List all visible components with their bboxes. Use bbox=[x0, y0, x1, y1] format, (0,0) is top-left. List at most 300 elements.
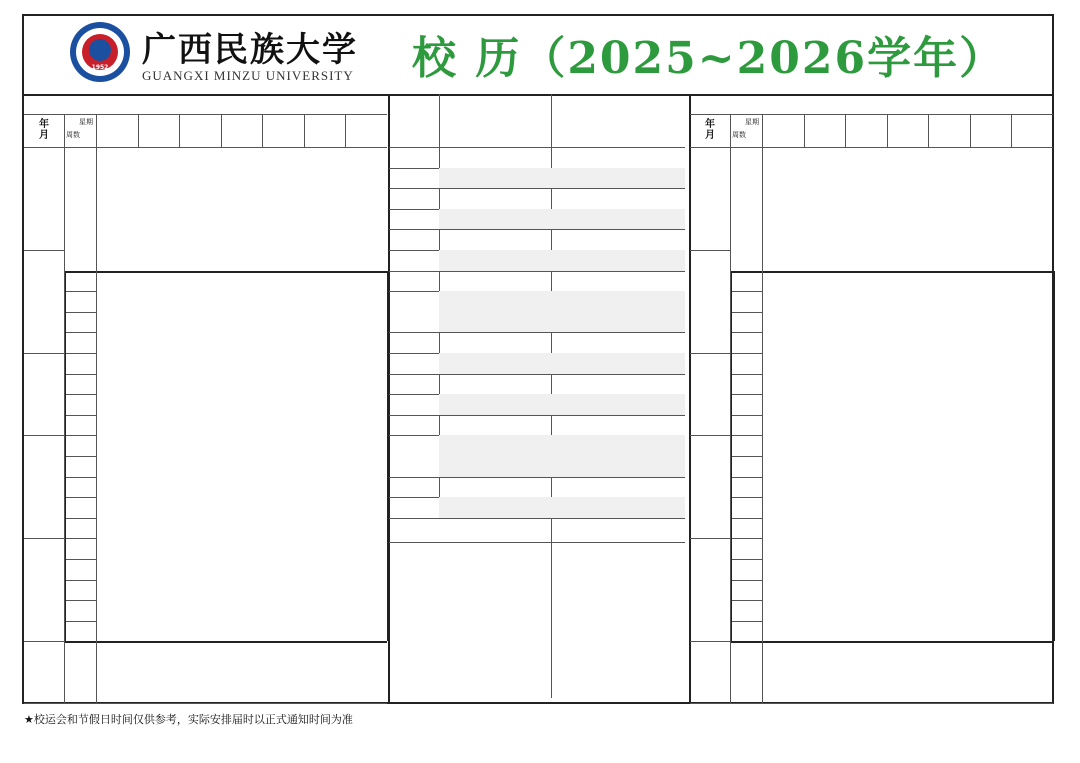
day-cell bbox=[1011, 497, 1053, 518]
day-cell bbox=[96, 312, 138, 333]
day-cell bbox=[845, 374, 887, 395]
day-cell bbox=[970, 559, 1012, 580]
schedule-row-shade bbox=[439, 291, 685, 332]
day-cell bbox=[928, 271, 970, 292]
day-cell bbox=[262, 662, 304, 683]
grid-line bbox=[690, 250, 730, 251]
day-cell bbox=[1011, 188, 1053, 209]
day-cell bbox=[138, 209, 180, 230]
day-cell bbox=[221, 497, 263, 518]
day-cell bbox=[845, 683, 887, 704]
day-cell bbox=[887, 538, 929, 559]
day-cell bbox=[345, 477, 387, 498]
day-cell bbox=[221, 188, 263, 209]
day-cell bbox=[304, 435, 346, 456]
day-cell bbox=[804, 229, 846, 250]
grid-line bbox=[730, 114, 731, 147]
grid-line bbox=[64, 291, 96, 292]
weekday-header bbox=[221, 118, 263, 120]
day-cell bbox=[845, 580, 887, 601]
day-cell bbox=[1011, 168, 1053, 189]
grid-line bbox=[64, 435, 96, 436]
day-cell bbox=[970, 291, 1012, 312]
day-cell bbox=[96, 374, 138, 395]
day-cell bbox=[179, 497, 221, 518]
day-cell bbox=[887, 477, 929, 498]
day-cell bbox=[928, 209, 970, 230]
day-cell bbox=[221, 580, 263, 601]
day-cell bbox=[179, 621, 221, 642]
day-cell bbox=[970, 353, 1012, 374]
day-cell bbox=[304, 559, 346, 580]
day-cell bbox=[970, 271, 1012, 292]
day-cell bbox=[845, 394, 887, 415]
day-cell bbox=[928, 353, 970, 374]
day-cell bbox=[262, 538, 304, 559]
day-cell bbox=[762, 271, 804, 292]
day-cell bbox=[179, 188, 221, 209]
day-cell bbox=[179, 415, 221, 436]
day-cell bbox=[179, 374, 221, 395]
day-cell bbox=[887, 683, 929, 704]
day-cell bbox=[221, 168, 263, 189]
grid-line bbox=[804, 114, 805, 147]
weekday-header bbox=[804, 118, 846, 120]
grid-line bbox=[64, 580, 96, 581]
day-cell bbox=[345, 209, 387, 230]
grid-line bbox=[24, 641, 64, 642]
day-cell bbox=[928, 662, 970, 683]
day-cell bbox=[96, 518, 138, 539]
day-cell bbox=[845, 497, 887, 518]
day-cell bbox=[221, 332, 263, 353]
day-cell bbox=[804, 188, 846, 209]
day-cell bbox=[887, 291, 929, 312]
day-cell bbox=[96, 456, 138, 477]
day-cell bbox=[970, 435, 1012, 456]
day-cell bbox=[96, 250, 138, 271]
grid-line bbox=[304, 114, 305, 147]
grid-line bbox=[730, 415, 762, 416]
grid-line bbox=[64, 114, 65, 147]
grid-line bbox=[730, 271, 1053, 273]
grid-line bbox=[64, 518, 96, 519]
day-cell bbox=[304, 621, 346, 642]
grid-line bbox=[730, 518, 762, 519]
grid-line bbox=[24, 353, 64, 354]
day-cell bbox=[845, 168, 887, 189]
day-cell bbox=[345, 168, 387, 189]
grid-line bbox=[389, 271, 685, 272]
day-cell bbox=[887, 209, 929, 230]
day-cell bbox=[928, 394, 970, 415]
day-cell bbox=[138, 580, 180, 601]
day-cell bbox=[96, 229, 138, 250]
day-cell bbox=[138, 641, 180, 662]
grid-line bbox=[64, 456, 96, 457]
day-cell bbox=[262, 168, 304, 189]
day-cell bbox=[970, 312, 1012, 333]
day-cell bbox=[304, 353, 346, 374]
day-cell bbox=[928, 374, 970, 395]
day-cell bbox=[804, 538, 846, 559]
grid-line bbox=[730, 374, 762, 375]
day-cell bbox=[804, 600, 846, 621]
day-cell bbox=[804, 662, 846, 683]
day-cell bbox=[262, 456, 304, 477]
day-cell bbox=[970, 456, 1012, 477]
grid-line bbox=[730, 332, 762, 333]
day-cell bbox=[138, 291, 180, 312]
day-cell bbox=[928, 477, 970, 498]
day-cell bbox=[221, 291, 263, 312]
day-cell bbox=[345, 518, 387, 539]
day-cell bbox=[179, 332, 221, 353]
year-month-header: 年 月 bbox=[705, 119, 715, 141]
day-cell bbox=[970, 209, 1012, 230]
weekday-header bbox=[304, 118, 346, 120]
day-cell bbox=[762, 538, 804, 559]
day-cell bbox=[96, 209, 138, 230]
day-cell bbox=[345, 435, 387, 456]
day-cell bbox=[345, 394, 387, 415]
day-cell bbox=[179, 518, 221, 539]
day-cell bbox=[762, 456, 804, 477]
grid-line bbox=[389, 518, 685, 519]
weekday-header bbox=[1011, 118, 1053, 120]
grid-line bbox=[64, 415, 96, 416]
day-cell bbox=[345, 312, 387, 333]
day-cell bbox=[304, 683, 346, 704]
day-cell bbox=[1011, 477, 1053, 498]
year-month-header: 年 月 bbox=[39, 119, 49, 141]
day-cell bbox=[928, 229, 970, 250]
day-cell bbox=[970, 580, 1012, 601]
day-cell bbox=[262, 477, 304, 498]
day-cell bbox=[345, 497, 387, 518]
grid-line bbox=[887, 114, 888, 147]
day-cell bbox=[304, 250, 346, 271]
day-cell bbox=[762, 435, 804, 456]
day-cell bbox=[304, 168, 346, 189]
grid-line bbox=[730, 353, 762, 354]
day-cell bbox=[762, 683, 804, 704]
grid-line bbox=[24, 538, 64, 539]
day-cell bbox=[762, 662, 804, 683]
day-cell bbox=[138, 415, 180, 436]
day-cell bbox=[345, 641, 387, 662]
day-cell bbox=[221, 374, 263, 395]
day-cell bbox=[887, 312, 929, 333]
day-cell bbox=[345, 229, 387, 250]
day-cell bbox=[845, 353, 887, 374]
day-cell bbox=[1011, 580, 1053, 601]
day-cell bbox=[345, 600, 387, 621]
corner-week-label: 周数 bbox=[732, 131, 746, 139]
grid-line bbox=[1053, 271, 1055, 642]
day-cell bbox=[845, 332, 887, 353]
day-cell bbox=[138, 538, 180, 559]
day-cell bbox=[138, 312, 180, 333]
day-cell bbox=[762, 497, 804, 518]
day-cell bbox=[845, 456, 887, 477]
grid-line bbox=[138, 114, 139, 147]
grid-line bbox=[690, 353, 730, 354]
day-cell bbox=[762, 600, 804, 621]
day-cell bbox=[970, 621, 1012, 642]
grid-line bbox=[389, 188, 685, 189]
day-cell bbox=[221, 353, 263, 374]
day-cell bbox=[96, 621, 138, 642]
day-cell bbox=[262, 188, 304, 209]
grid-line bbox=[389, 415, 685, 416]
day-cell bbox=[887, 456, 929, 477]
grid-line bbox=[730, 600, 762, 601]
grid-line bbox=[690, 147, 730, 148]
day-cell bbox=[1011, 271, 1053, 292]
day-cell bbox=[1011, 374, 1053, 395]
day-cell bbox=[345, 662, 387, 683]
day-cell bbox=[845, 600, 887, 621]
grid-line bbox=[389, 374, 685, 375]
day-cell bbox=[221, 415, 263, 436]
weekday-header bbox=[138, 118, 180, 120]
day-cell bbox=[804, 641, 846, 662]
grid-line bbox=[389, 147, 685, 148]
grid-line bbox=[845, 114, 846, 147]
day-cell bbox=[804, 435, 846, 456]
university-name-en: GUANGXI MINZU UNIVERSITY bbox=[142, 68, 354, 83]
day-cell bbox=[887, 271, 929, 292]
day-cell bbox=[179, 353, 221, 374]
grid-line bbox=[690, 703, 1053, 704]
grid-line bbox=[690, 147, 1053, 148]
day-cell bbox=[887, 641, 929, 662]
day-cell bbox=[970, 332, 1012, 353]
day-cell bbox=[304, 147, 346, 168]
day-cell bbox=[262, 147, 304, 168]
day-cell bbox=[96, 477, 138, 498]
day-cell bbox=[262, 332, 304, 353]
grid-line bbox=[730, 394, 762, 395]
day-cell bbox=[970, 168, 1012, 189]
day-cell bbox=[179, 456, 221, 477]
day-cell bbox=[887, 662, 929, 683]
grid-line bbox=[730, 621, 762, 622]
grid-line bbox=[64, 559, 96, 560]
grid-line bbox=[221, 114, 222, 147]
day-cell bbox=[845, 271, 887, 292]
grid-line bbox=[24, 114, 387, 115]
day-cell bbox=[928, 580, 970, 601]
day-cell bbox=[179, 559, 221, 580]
day-cell bbox=[221, 435, 263, 456]
grid-line bbox=[64, 600, 96, 601]
grid-line bbox=[928, 114, 929, 147]
day-cell bbox=[970, 538, 1012, 559]
day-cell bbox=[262, 559, 304, 580]
day-cell bbox=[262, 291, 304, 312]
grid-line bbox=[730, 477, 762, 478]
day-cell bbox=[96, 188, 138, 209]
grid-line bbox=[730, 559, 762, 560]
grid-line bbox=[690, 435, 730, 436]
day-cell bbox=[345, 580, 387, 601]
day-cell bbox=[1011, 559, 1053, 580]
day-cell bbox=[887, 250, 929, 271]
day-cell bbox=[179, 580, 221, 601]
grid-line bbox=[690, 114, 1053, 115]
day-cell bbox=[887, 332, 929, 353]
day-cell bbox=[221, 600, 263, 621]
day-cell bbox=[138, 271, 180, 292]
day-cell bbox=[262, 312, 304, 333]
day-cell bbox=[221, 518, 263, 539]
day-cell bbox=[345, 353, 387, 374]
day-cell bbox=[970, 600, 1012, 621]
grid-line bbox=[389, 332, 685, 333]
day-cell bbox=[138, 394, 180, 415]
schedule-row-shade bbox=[439, 250, 685, 271]
page-title: 校 历（2025~2026学年） bbox=[412, 33, 1006, 84]
day-cell bbox=[970, 229, 1012, 250]
day-cell bbox=[262, 683, 304, 704]
day-cell bbox=[179, 168, 221, 189]
day-cell bbox=[221, 229, 263, 250]
day-cell bbox=[179, 538, 221, 559]
day-cell bbox=[96, 600, 138, 621]
day-cell bbox=[138, 456, 180, 477]
day-cell bbox=[1011, 147, 1053, 168]
day-cell bbox=[887, 600, 929, 621]
day-cell bbox=[845, 621, 887, 642]
day-cell bbox=[762, 291, 804, 312]
day-cell bbox=[96, 168, 138, 189]
day-cell bbox=[845, 209, 887, 230]
day-cell bbox=[262, 621, 304, 642]
day-cell bbox=[1011, 291, 1053, 312]
day-cell bbox=[970, 374, 1012, 395]
day-cell bbox=[345, 147, 387, 168]
day-cell bbox=[1011, 332, 1053, 353]
day-cell bbox=[804, 332, 846, 353]
day-cell bbox=[179, 291, 221, 312]
day-cell bbox=[138, 600, 180, 621]
day-cell bbox=[96, 291, 138, 312]
day-cell bbox=[762, 209, 804, 230]
day-cell bbox=[304, 497, 346, 518]
day-cell bbox=[138, 477, 180, 498]
grid-line bbox=[64, 538, 96, 539]
day-cell bbox=[1011, 662, 1053, 683]
day-cell bbox=[96, 497, 138, 518]
day-cell bbox=[887, 168, 929, 189]
grid-line bbox=[730, 147, 731, 703]
weekday-header bbox=[262, 118, 304, 120]
day-cell bbox=[345, 538, 387, 559]
day-cell bbox=[887, 621, 929, 642]
day-cell bbox=[762, 332, 804, 353]
day-cell bbox=[928, 250, 970, 271]
weekday-header bbox=[179, 118, 221, 120]
grid-line bbox=[64, 641, 387, 643]
day-cell bbox=[928, 188, 970, 209]
day-cell bbox=[1011, 229, 1053, 250]
day-cell bbox=[887, 497, 929, 518]
day-cell bbox=[221, 250, 263, 271]
day-cell bbox=[1011, 209, 1053, 230]
footnote: ★校运会和节假日时间仅供参考，实际安排届时以正式通知时间为准 bbox=[24, 713, 353, 726]
day-cell bbox=[179, 271, 221, 292]
day-cell bbox=[887, 188, 929, 209]
day-cell bbox=[887, 559, 929, 580]
day-cell bbox=[804, 271, 846, 292]
day-cell bbox=[96, 332, 138, 353]
day-cell bbox=[804, 477, 846, 498]
grid-line bbox=[690, 641, 730, 642]
day-cell bbox=[179, 683, 221, 704]
day-cell bbox=[970, 188, 1012, 209]
weekday-header bbox=[762, 118, 804, 120]
day-cell bbox=[221, 477, 263, 498]
day-cell bbox=[138, 250, 180, 271]
day-cell bbox=[262, 353, 304, 374]
day-cell bbox=[804, 374, 846, 395]
day-cell bbox=[179, 435, 221, 456]
day-cell bbox=[804, 559, 846, 580]
day-cell bbox=[138, 353, 180, 374]
day-cell bbox=[304, 229, 346, 250]
day-cell bbox=[762, 394, 804, 415]
calendar-frame bbox=[22, 14, 1054, 704]
schedule-row-shade bbox=[439, 209, 685, 230]
day-cell bbox=[304, 477, 346, 498]
day-cell bbox=[304, 415, 346, 436]
weekday-header bbox=[928, 118, 970, 120]
day-cell bbox=[887, 374, 929, 395]
day-cell bbox=[262, 250, 304, 271]
day-cell bbox=[138, 662, 180, 683]
day-cell bbox=[96, 641, 138, 662]
grid-line bbox=[730, 538, 762, 539]
day-cell bbox=[804, 394, 846, 415]
day-cell bbox=[262, 497, 304, 518]
week-corner-header bbox=[730, 117, 762, 141]
day-cell bbox=[762, 353, 804, 374]
day-cell bbox=[345, 456, 387, 477]
grid-line bbox=[96, 114, 97, 147]
day-cell bbox=[804, 580, 846, 601]
day-cell bbox=[887, 394, 929, 415]
day-cell bbox=[96, 435, 138, 456]
day-cell bbox=[804, 209, 846, 230]
day-cell bbox=[804, 621, 846, 642]
day-cell bbox=[96, 415, 138, 436]
week-corner-header bbox=[64, 117, 96, 141]
grid-line bbox=[690, 538, 730, 539]
day-cell bbox=[96, 394, 138, 415]
day-cell bbox=[304, 188, 346, 209]
day-cell bbox=[928, 621, 970, 642]
day-cell bbox=[345, 559, 387, 580]
grid-line bbox=[24, 147, 64, 148]
weekday-header bbox=[887, 118, 929, 120]
day-cell bbox=[138, 518, 180, 539]
day-cell bbox=[179, 209, 221, 230]
day-cell bbox=[345, 271, 387, 292]
day-cell bbox=[804, 415, 846, 436]
grid-line bbox=[762, 147, 763, 703]
